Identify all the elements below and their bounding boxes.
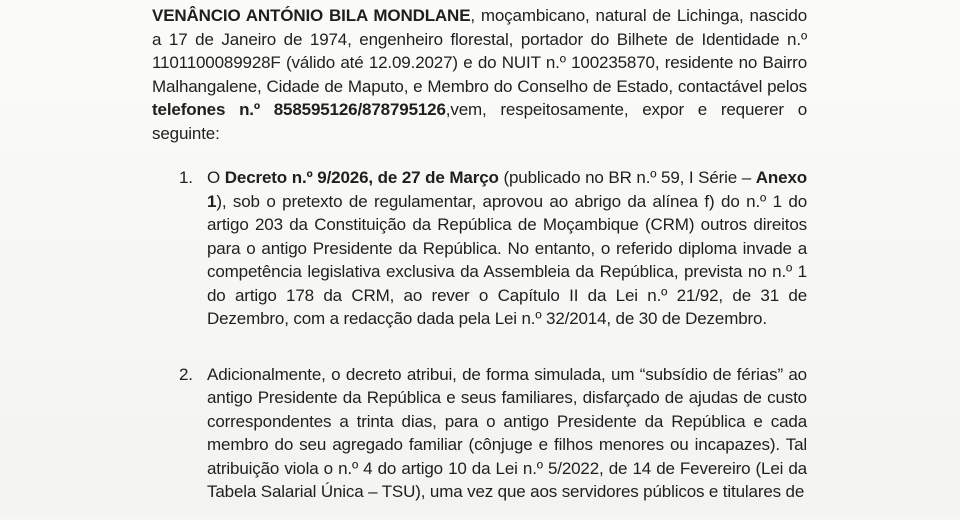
item-text: (publicado no BR n.º 59, I Série – [498, 168, 756, 187]
annex-reference: Anexo 1 [207, 168, 808, 211]
item-text: Adicionalmente, o decreto atribui, de forma simulada, um “subsídio de férias” ao antigo Presidente da República e seus familiares, disfarçado de ajudas de custo correspondentes a trinta dias, para o antigo Presidente da República e cada membro do seu agregado familiar (cônjuge e filhos menores ou incapazes). Tal atribuição viola o n.º 4 do artigo 10 da Lei n.º 5/2022, de 14 de Fevereiro (Lei da Tabela Salarial Única – TSU), uma vez que aos servidores públicos e titulares de [207, 364, 807, 501]
decree-reference: Decreto n.º 9/2026, de 27 de Março [224, 168, 499, 187]
item-text: ), sob o pretexto de regulamentar, aprovou ao abrigo da alínea f) do n.º 1 do artigo 203 da Constituição da República de Moçambique (CRM) outros direitos para o antigo Presidente da República. No entanto, o referido diploma invade a competência legislativa exclusiva da Assembleia da República, prevista no n.º 1 do artigo 178 da CRM, ao rever o Capítulo II da Lei n.º 21/92, de 31 de Dezembro, com a redacção dada pela Lei n.º 32/2014, de 30 de Dezembro. [207, 191, 807, 328]
item-text: O [207, 168, 225, 187]
intro-text: , moçambicano, natural de Lichinga, nascido a 17 de Janeiro de 1974, engenheiro florestal, portador do Bilhete de Identidade n.º 1101100089928F (válido até 12.09.2027) e do NUIT n.º 100235870, residente no Bairro Malhangalene, Cidade de Maputo, e Membro do Conselho de Estado, contactável pelos [152, 6, 807, 96]
list-item-1 [152, 166, 807, 331]
page-bottom-fade [0, 506, 960, 520]
intro-text-end: ,vem, respeitosamente, expor e requerer o seguinte: [152, 100, 808, 143]
petitioner-name: VENÂNCIO ANTÓNIO BILA MONDLANE [152, 6, 471, 25]
document-body [152, 4, 807, 504]
phone-numbers: telefones n.º 858595126/878795126 [152, 100, 446, 119]
list-item-2 [152, 363, 807, 504]
item-number: 2. [179, 364, 193, 384]
item-number: 1. [179, 168, 193, 187]
intro-paragraph [152, 4, 807, 145]
